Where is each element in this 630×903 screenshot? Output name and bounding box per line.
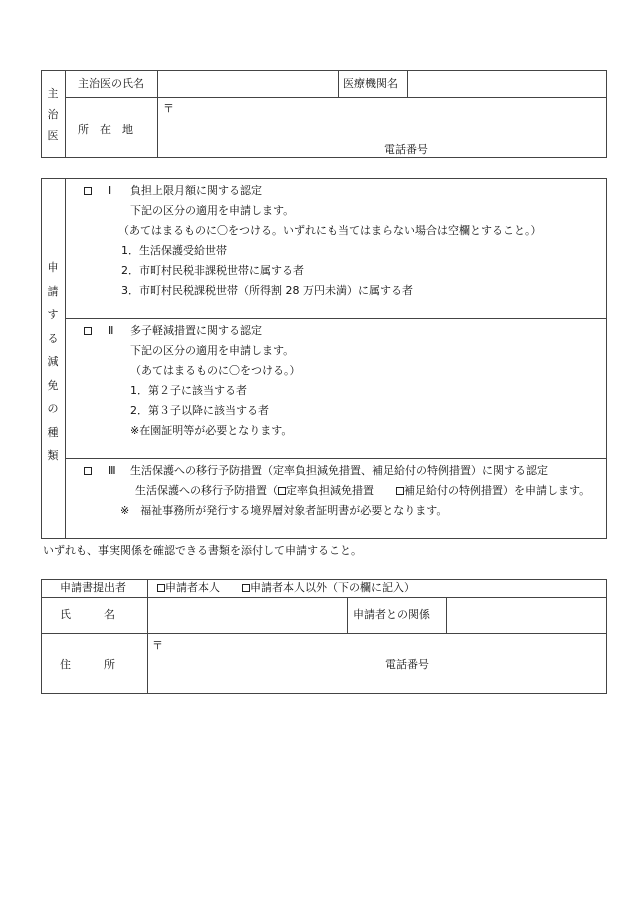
submitter-postal-mark: 〒 [152, 639, 163, 652]
section3-title: 生活保護への移行予防措置（定率負担減免措置、補足給付の特例措置）に関する認定 [130, 464, 548, 477]
section2-note: （あてはまるものに〇をつける。） [130, 364, 301, 377]
doctor-address-label: 所 在 地 [78, 123, 133, 136]
submitter-label: 申請書提出者 [60, 581, 126, 594]
submitter-name-label: 氏 名 [60, 608, 115, 621]
section1-checkbox[interactable] [84, 187, 92, 195]
section1-title: 負担上限月額に関する認定 [130, 184, 262, 197]
doctor-postal-mark: 〒 [163, 102, 174, 115]
section2-footnote: ※在園証明等が必要となります。 [130, 424, 293, 437]
section3-line-a: 生活保護への移行予防措置（ [135, 484, 278, 497]
doctor-name-field[interactable] [158, 71, 338, 97]
submitter-phone-label: 電話番号 [385, 658, 429, 671]
section1-note: （あてはまるものに〇をつける。いずれにも当てはまらない場合は空欄とすること。） [118, 224, 542, 237]
submitter-self-checkbox[interactable] [157, 584, 165, 592]
relation-field[interactable] [447, 598, 606, 633]
section3-opt2-label: 補足給付の特例措置 [404, 484, 503, 497]
section1-item-3: 3．市町村民税課税世帯（所得割 28 万円未満）に属する者 [121, 284, 413, 297]
submitter-address-field[interactable] [148, 634, 606, 693]
section3-checkbox[interactable] [84, 467, 92, 475]
section3-opt2-checkbox[interactable] [396, 487, 404, 495]
section3-opt1-label: 定率負担減免措置 [286, 484, 374, 497]
reduction-row-divider-2 [65, 458, 607, 459]
submitter-other-checkbox[interactable] [242, 584, 250, 592]
doctor-phone-label: 電話番号 [384, 143, 428, 156]
relation-divider-left [347, 597, 348, 633]
submitter-name-field[interactable] [148, 598, 347, 633]
doctor-side-divider [65, 70, 66, 158]
section2-line1: 下記の区分の適用を申請します。 [130, 344, 295, 357]
section1-item-2: 2．市町村民税非課税世帯に属する者 [121, 264, 304, 277]
section1-item-1: 1．生活保護受給世帯 [121, 244, 227, 257]
section3-line [135, 484, 590, 498]
notice-text: いずれも、事実関係を確認できる書類を添付して申請すること。 [43, 544, 362, 557]
section2-checkbox[interactable] [84, 327, 92, 335]
section2-numeral: Ⅱ [108, 324, 114, 337]
doctor-name-label: 主治医の氏名 [78, 77, 144, 90]
doctor-side-label: 主 治 医 [47, 87, 59, 142]
section3-opt1-checkbox[interactable] [278, 487, 286, 495]
section1-numeral: Ⅰ [108, 184, 112, 197]
relation-label: 申請者との関係 [353, 608, 430, 621]
section2-item-2: 2．第３子以降に該当する者 [130, 404, 269, 417]
section3-note: ※ 福祉事務所が発行する境界層対象者証明書が必要となります。 [120, 504, 448, 517]
submitter-options [157, 581, 415, 595]
reduction-side-label: 申 請 す る 減 免 の 種 類 [47, 261, 59, 462]
section2-item-1: 1．第２子に該当する者 [130, 384, 247, 397]
reduction-row-divider-1 [65, 318, 607, 319]
submitter-address-label: 住 所 [60, 658, 115, 671]
institution-label: 医療機関名 [343, 77, 398, 90]
submitter-self-label: 申請者本人 [165, 581, 220, 594]
section2-title: 多子軽減措置に関する認定 [130, 324, 262, 337]
institution-field[interactable] [408, 71, 606, 97]
section1-line1: 下記の区分の適用を申請します。 [130, 204, 295, 217]
reduction-side-divider [65, 178, 66, 539]
section3-line-b: ）を申請します。 [503, 484, 591, 497]
doctor-inst-divider-left [338, 70, 339, 97]
doctor-address-field[interactable] [158, 98, 606, 157]
section3-numeral: Ⅲ [108, 464, 116, 477]
submitter-other-label: 申請者本人以外（下の欄に記入） [250, 581, 415, 594]
